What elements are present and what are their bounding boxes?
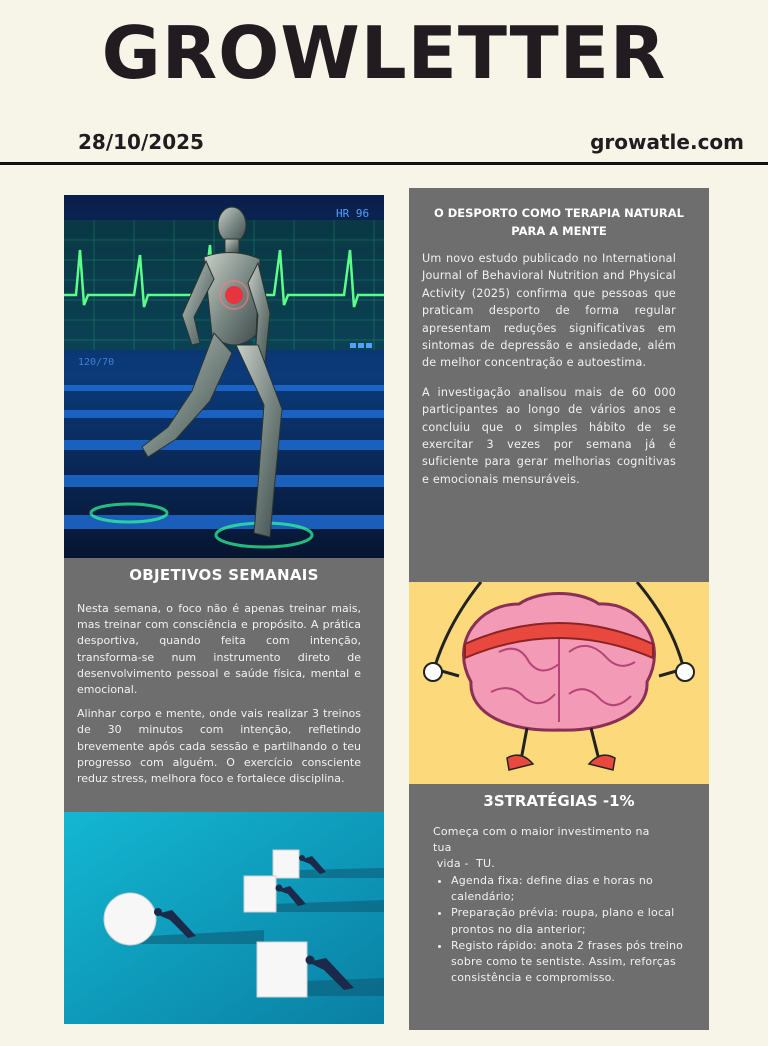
- heart-rate-readout: HR 96: [336, 207, 370, 220]
- weekly-goals-paragraph: Alinhar corpo e mente, onde vais realizar 3 treinos de 30 minutos com intenção, refletindo brevemente após cada sessão e partilhando o teu progresso com alguém. O exercício consciente reduz stress, melhora foco e fortalece disciplina.: [77, 707, 361, 786]
- strategies-intro: [433, 824, 683, 873]
- header-divider: [0, 162, 768, 165]
- weekly-goals-heading: OBJETIVOS SEMANAIS: [129, 566, 319, 584]
- issue-date: 28/10/2025: [78, 130, 204, 154]
- strategies-list: [433, 873, 711, 986]
- strategy-item: • Preparação prévia: roupa, plano e local prontos no dia anterior;: [451, 905, 711, 937]
- brain-jump-rope-illustration: [409, 582, 709, 784]
- sport-therapy-heading: O DESPORTO COMO TERAPIA NATURAL PARA A MENTE: [433, 206, 685, 238]
- runner-illustration: [64, 195, 384, 558]
- strategies-heading: 3STRATÉGIAS -1%: [483, 792, 635, 810]
- strategies-intro-line: tua: [433, 841, 452, 855]
- strategies-section: [409, 784, 709, 1030]
- strategy-item: • Agenda fixa: define dias e horas no calendário;: [451, 873, 711, 905]
- pushing-boxes-illustration: [64, 812, 384, 1024]
- strategy-item: • Registo rápido: anota 2 frases pós treino sobre como te sentiste. Assim, reforças consistência e compromisso.: [451, 938, 711, 987]
- strategies-intro-line: vida - TU.: [433, 857, 495, 871]
- sport-therapy-paragraph: Um novo estudo publicado no International Journal of Behavioral Nutrition and Physical Activity (2025) confirma que pessoas que praticam desporto de forma regular apresentam reduções significativas em sintomas de depressão e ansiedade, além de melhor concentração e autoestima.: [422, 252, 676, 370]
- weekly-goals-section: [64, 558, 384, 812]
- blood-pressure-readout: 120/70: [78, 357, 115, 368]
- sport-therapy-section: [409, 188, 709, 582]
- strategies-intro-line: Começa com o maior investimento na: [433, 825, 650, 838]
- sport-therapy-paragraph: A investigação analisou mais de 60 000 participantes ao longo de vários anos e concluiu que o simples hábito de se exercitar 3 vezes por semana já é suficiente para gerar melhorias cognitivas e emocionais mensuráveis.: [422, 385, 676, 486]
- website-link[interactable]: growatle.com: [590, 130, 744, 154]
- newsletter-title: GROWLETTER: [101, 11, 667, 95]
- weekly-goals-paragraph: Nesta semana, o foco não é apenas treinar mais, mas treinar com consciência e propósito. A prática desportiva, quando feita com intenção, transforma-se num instrumento direto de desenvolvimento pessoal e saúde física, mental e emocional.: [77, 602, 361, 697]
